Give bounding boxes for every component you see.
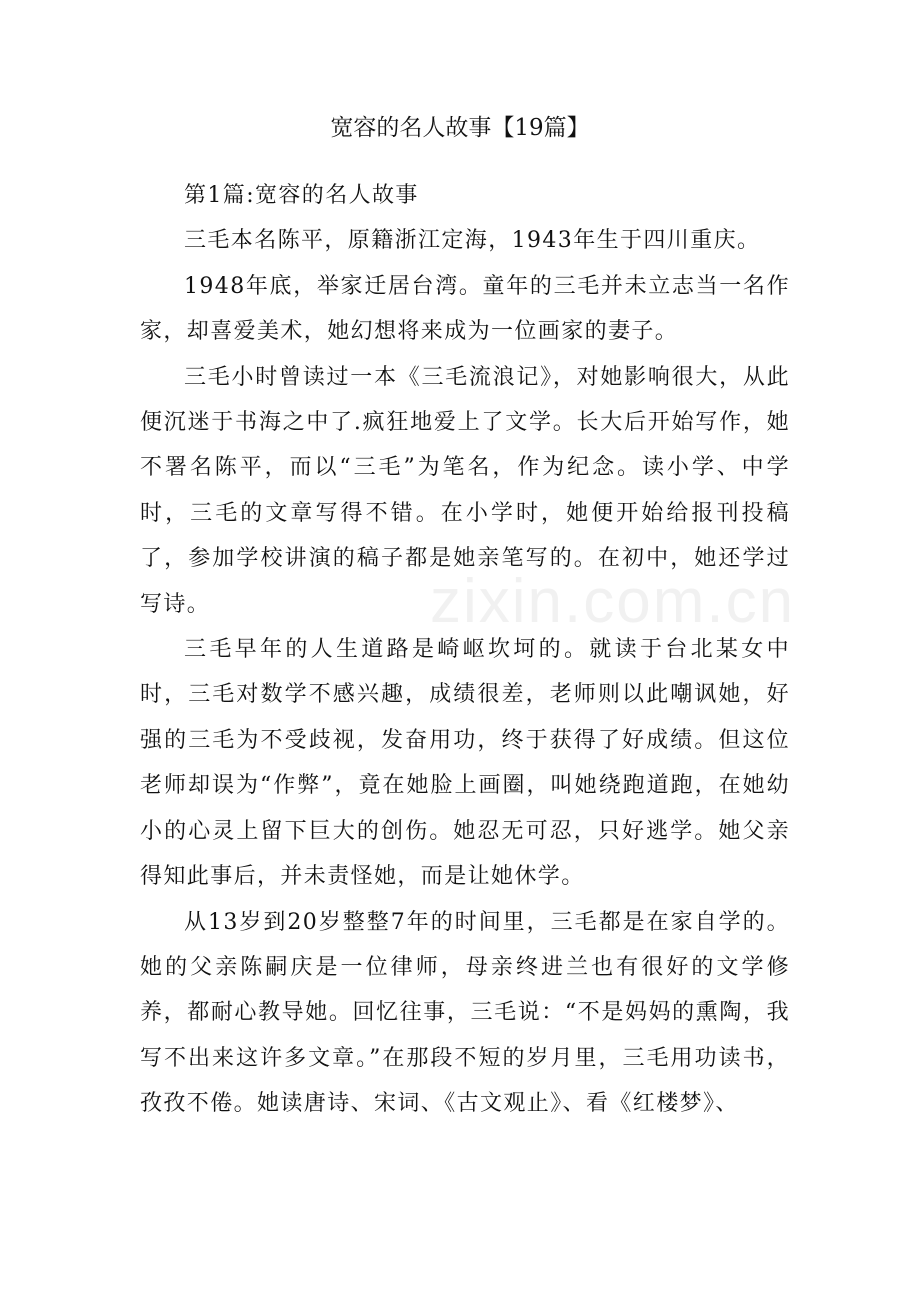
document-title: 宽容的名人故事【19篇】 <box>330 115 590 141</box>
paragraph: 1948年底，举家迁居台湾。童年的三毛并未立志当一名作家，却喜爱美术，她幻想将来成为一位画家的妻子。 <box>140 273 790 345</box>
watermark: zixin.com.cn <box>430 567 796 636</box>
paragraph: 三毛本名陈平，原籍浙江定海，1943年生于四川重庆。 <box>184 228 761 254</box>
paragraph: 三毛早年的人生道路是崎岖坎坷的。就读于台北某女中时，三毛对数学不感兴趣，成绩很差，老师则以此嘲讽她，好强的三毛为不受歧视，发奋用功，终于获得了好成绩。但这位老师却误为“作弊”，竟在她脸上画圈，叫她绕跑道跑，在她幼小的心灵上留下巨大的创伤。她忍无可忍，只好逃学。她父亲得知此事后，并未责怪她，而是让她休学。 <box>140 637 790 890</box>
document-body <box>140 173 790 1127</box>
section-heading: 第1篇:宽容的名人故事 <box>184 183 419 208</box>
paragraph: 三毛小时曾读过一本《三毛流浪记》，对她影响很大，从此便沉迷于书海之中了.疯狂地爱上了文学。长大后开始写作，她不署名陈平，而以“三毛”为笔名，作为纪念。读小学、中学时，三毛的文章写得不错。在小学时，她便开始给报刊投稿了，参加学校讲演的稿子都是她亲笔写的。在初中，她还学过写诗。 <box>140 364 790 617</box>
paragraph: 从13岁到20岁整整7年的时间里，三毛都是在家自学的。她的父亲陈嗣庆是一位律师，母亲终进兰也有很好的文学修养，都耐心教导她。回忆往事，三毛说：“不是妈妈的熏陶，我写不出来这许多文章。”在那段不短的岁月里，三毛用功读书，孜孜不倦。她读唐诗、宋词、《古文观止》、看《红楼梦》、 <box>140 909 790 1117</box>
